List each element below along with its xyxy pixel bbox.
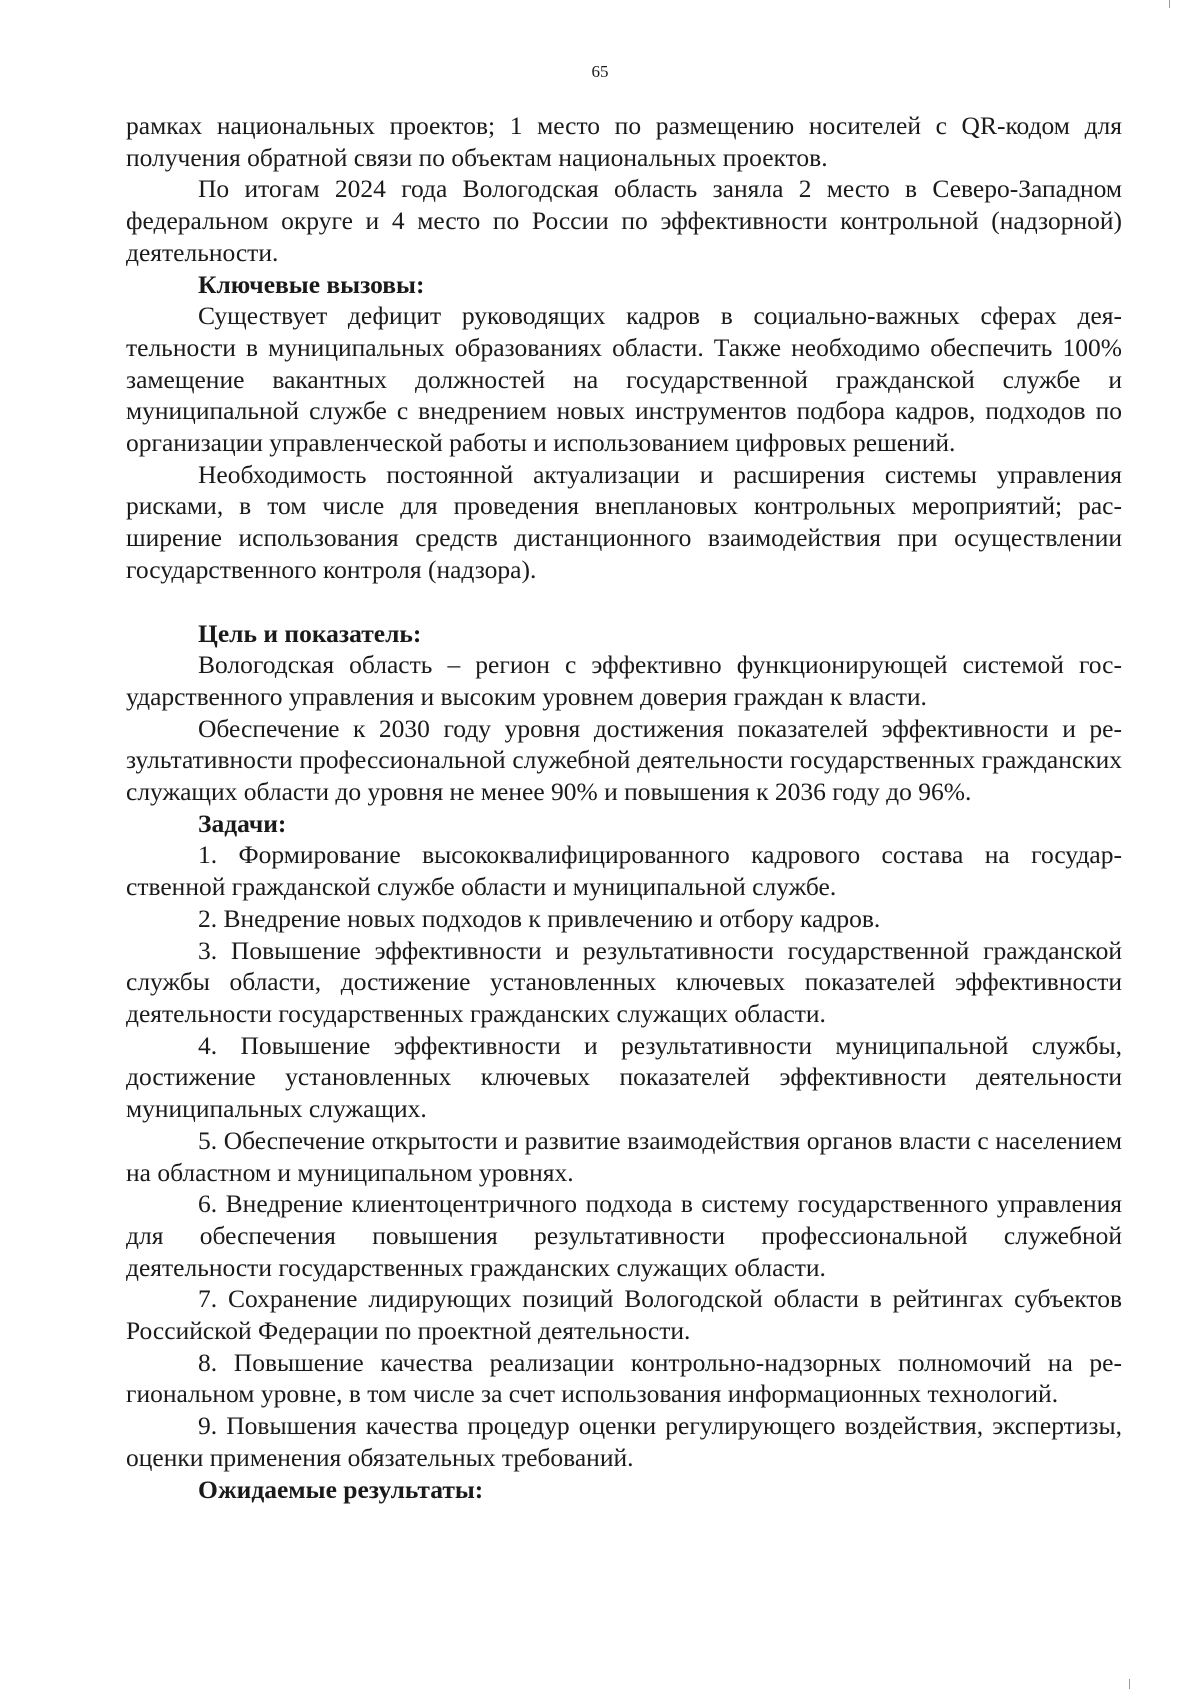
- heading-expected-results: Ожидаемые результаты:: [198, 1474, 484, 1504]
- task-item-5: 5. Обеспечение открытости и развитие взаимодействия органов власти с населением на областном и муниципальном уровнях.: [126, 1125, 1122, 1187]
- task-item-2: 2. Внедрение новых подходов к привлечению и отбору кадров.: [198, 903, 881, 933]
- scan-mark-top: [1169, 0, 1170, 8]
- paragraph-staff-deficit: Существует дефицит руководящих кадров в социально-важных сферах деятельности в муниципальных образованиях области. Также необходимо обеспечить 100% замещение вакантных должностей на государственной гражданской службе и муниципальной службе с внедрением новых инструментов подбора кадров, подходов по организации управленческой работы и использованием цифровых решений.: [126, 301, 1122, 458]
- task-item-1: 1. Формирование высококвалифицированного кадрового состава на государственной гражданской службе области и муниципальной службе.: [126, 840, 1122, 902]
- scan-mark-bottom: [1129, 1679, 1130, 1689]
- task-item-9: 9. Повышения качества процедур оценки регулирующего воздействия, экспертизы, оценки применения обязательных требований.: [126, 1411, 1122, 1472]
- task-item-6: 6. Внедрение клиентоцентричного подхода в систему государственного управления для обеспечения повышения результативности профессиональной служебной деятельности государственных гражданских служащих области.: [126, 1189, 1122, 1282]
- paragraph-indicator: Обеспечение к 2030 году уровня достижения показателей эффективности и результативности профессиональной служебной деятельности государственных гражданских служащих области до уровня не менее 90% и повышения к 2036 году до 96%.: [126, 713, 1122, 807]
- paragraph-goal: Вологодская область – регион с эффективно функционирующей системой государственного управления и высоким уровнем доверия граждан к власти.: [126, 650, 1122, 711]
- section-gap: [126, 586, 1122, 618]
- paragraph-intro: рамках национальных проектов; 1 место по размещению носителей с QR-кодом для получения обратной связи по объектам национальных проектов.: [126, 111, 1122, 172]
- paragraph-risk-management: Необходимость постоянной актуализации и расширения системы управления рисками, в том числе для проведения внеплановых контрольных мероприятий; расширение использования средств дистанционного взаимодействия при осуществлении государственного контроля (надзора).: [126, 459, 1122, 584]
- page-number: 65: [591, 62, 609, 81]
- task-item-4: 4. Повышение эффективности и результативности муниципальной службы, достижение установленных ключевых показателей эффективности деятельности муниципальных служащих.: [126, 1030, 1122, 1124]
- task-item-7: 7. Сохранение лидирующих позиций Вологодской области в рейтингах субъектов Российской Федерации по проектной деятельности.: [126, 1284, 1122, 1346]
- document-body: [126, 110, 1122, 1505]
- heading-goal-indicator: Цель и показатель:: [198, 618, 422, 648]
- heading-tasks: Задачи:: [198, 808, 287, 838]
- paragraph-ranking: По итогам 2024 года Вологодская область заняла 2 место в Северо-Западном федеральном округе и 4 место по России по эффективности контрольной (надзорной) деятельности.: [126, 174, 1122, 267]
- heading-key-challenges: Ключевые вызовы:: [198, 269, 425, 299]
- task-item-8: 8. Повышение качества реализации контрольно-надзорных полномочий на региональном уровне, в том числе за счет использования информационных технологий.: [126, 1347, 1122, 1409]
- task-item-3: 3. Повышение эффективности и результативности государственной гражданской службы области, достижение установленных ключевых показателей эффективности деятельности государственных гражданских служащих области.: [126, 935, 1122, 1028]
